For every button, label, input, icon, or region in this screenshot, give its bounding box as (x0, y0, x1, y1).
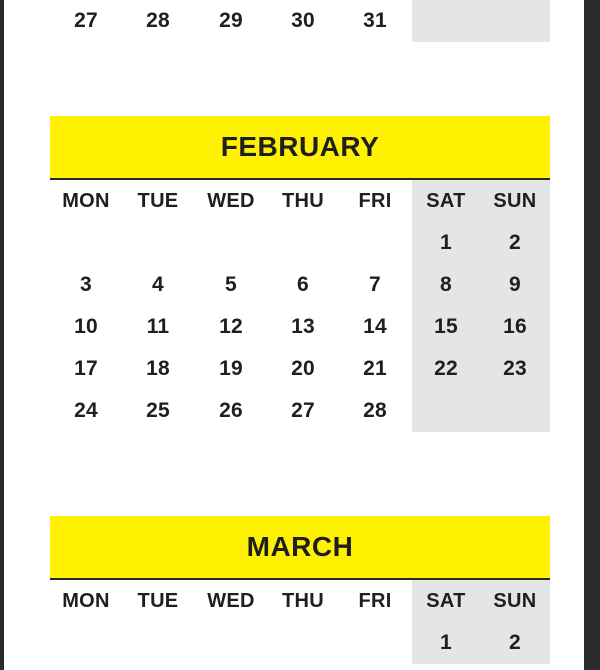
weekday-header: WED (207, 589, 255, 612)
weekday-header: FRI (358, 189, 392, 212)
day-cell (480, 390, 550, 432)
january-tail-grid (50, 0, 550, 42)
weekday-header: WED (207, 189, 255, 212)
day-cell: 8 (412, 264, 480, 306)
weekday-header: SUN (480, 580, 550, 622)
day-cell: 12 (219, 315, 243, 338)
day-cell: 1 (412, 222, 480, 264)
day-cell: 10 (74, 315, 98, 338)
day-cell: 21 (363, 357, 387, 380)
day-cell: 27 (74, 9, 98, 32)
day-cell: 15 (412, 306, 480, 348)
day-cell: 3 (80, 273, 92, 296)
weekday-header: THU (281, 189, 324, 212)
weekday-header: MON (62, 189, 110, 212)
day-cell (50, 622, 122, 664)
day-cell: 31 (363, 9, 387, 32)
day-cell: 2 (480, 622, 550, 664)
day-cell: 25 (146, 399, 170, 422)
month-title: MARCH (246, 531, 354, 562)
weekday-header: THU (281, 589, 324, 612)
weekday-header: SAT (412, 180, 480, 222)
day-cell: 28 (363, 399, 387, 422)
day-cell: 2 (480, 222, 550, 264)
month-banner-february (50, 116, 550, 180)
day-cell: 9 (480, 264, 550, 306)
day-cell: 24 (74, 399, 98, 422)
day-cell: 14 (363, 315, 387, 338)
day-cell: 18 (146, 357, 170, 380)
day-cell: 4 (152, 273, 164, 296)
day-cell: 20 (291, 357, 315, 380)
day-cell (194, 222, 268, 264)
calendar-page (4, 0, 584, 670)
day-cell (268, 622, 338, 664)
day-cell: 6 (297, 273, 309, 296)
day-cell (412, 390, 480, 432)
day-cell: 29 (219, 9, 243, 32)
day-cell: 1 (412, 622, 480, 664)
month-banner-march (50, 516, 550, 580)
day-cell: 16 (480, 306, 550, 348)
february-grid (50, 180, 550, 432)
day-cell: 23 (480, 348, 550, 390)
month-title: FEBRUARY (220, 131, 380, 162)
day-cell: 22 (412, 348, 480, 390)
day-cell (412, 0, 480, 42)
day-cell (338, 622, 412, 664)
day-cell: 26 (219, 399, 243, 422)
day-cell: 17 (74, 357, 98, 380)
weekday-header: TUE (137, 589, 179, 612)
day-cell: 5 (225, 273, 237, 296)
weekday-header: FRI (358, 589, 392, 612)
day-cell: 30 (291, 9, 315, 32)
day-cell (268, 222, 338, 264)
march-grid (50, 580, 550, 664)
day-cell: 28 (146, 9, 170, 32)
day-cell (194, 622, 268, 664)
day-cell: 13 (291, 315, 315, 338)
day-cell (480, 0, 550, 42)
day-cell (122, 222, 194, 264)
day-cell (122, 622, 194, 664)
day-cell (50, 222, 122, 264)
day-cell: 7 (369, 273, 381, 296)
weekday-header: TUE (137, 189, 179, 212)
weekday-header: MON (62, 589, 110, 612)
day-cell: 27 (291, 399, 315, 422)
day-cell: 11 (146, 315, 170, 338)
day-cell (338, 222, 412, 264)
weekday-header: SAT (412, 580, 480, 622)
weekday-header: SUN (480, 180, 550, 222)
day-cell: 19 (219, 357, 243, 380)
